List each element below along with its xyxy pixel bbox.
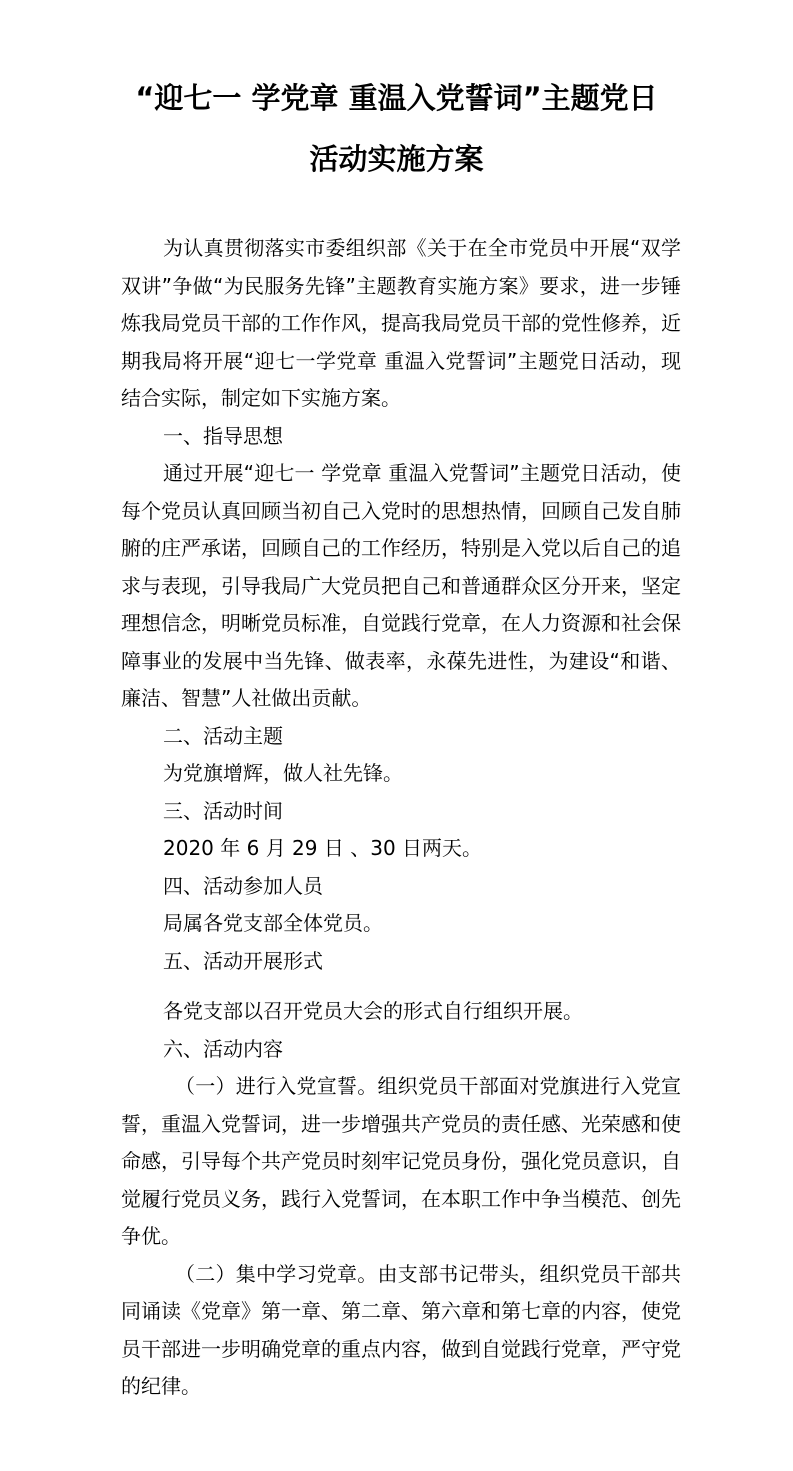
document-body bbox=[121, 230, 681, 1406]
section-content-guiding-thought: 通过开展“迎七一 学党章 重温入党誓词”主题党日活动，使每个党员认真回顾当初自己入党时的思想热情，回顾自己发自肺腑的庄严承诺，回顾自己的工作经历，特别是入党以后自己的追求与表现，引导我局广大党员把自己和普通群众区分开来，坚定理想信念，明晰党员标准，自觉践行党章，在人力资源和社会保障事业的发展中当先锋、做表率，永葆先进性，为建设“和谐、廉洁、智慧”人社做出贡献。 bbox=[121, 461, 681, 710]
section-content-participants: 局属各党支部全体党员。 bbox=[163, 911, 383, 935]
section-heading-time: 三、活动时间 bbox=[163, 798, 283, 823]
content-item-study: （二）集中学习党章。由支部书记带头，组织党员干部共同诵读《党章》第一章、第二章、第六章和第七章的内容，使党员干部进一步明确党章的重点内容，做到自觉践行党章，严守党的纪律。 bbox=[121, 1261, 681, 1398]
section-heading-guiding-thought: 一、指导思想 bbox=[163, 423, 283, 448]
section-heading-participants: 四、活动参加人员 bbox=[163, 873, 323, 898]
section-content-format: 各党支部以召开党员大会的形式自行组织开展。 bbox=[163, 999, 583, 1023]
document-title-line-2: 活动实施方案 bbox=[309, 142, 484, 176]
section-heading-format: 五、活动开展形式 bbox=[163, 948, 323, 973]
section-heading-content: 六、活动内容 bbox=[163, 1036, 283, 1061]
intro-paragraph: 为认真贯彻落实市委组织部《关于在全市党员中开展“双学双讲”争做“为民服务先锋”主题教育实施方案》要求，进一步锤炼我局党员干部的工作作风，提高我局党员干部的党性修养，近期我局将开展“迎七一学党章 重温入党誓词”主题党日活动，现结合实际，制定如下实施方案。 bbox=[121, 236, 681, 410]
section-heading-theme: 二、活动主题 bbox=[163, 723, 283, 748]
section-content-time: 2020 年 6 月 29 日 、30 日两天。 bbox=[163, 836, 483, 860]
section-content-theme: 为党旗增辉，做人社先锋。 bbox=[163, 761, 403, 785]
content-item-oath: （一）进行入党宣誓。组织党员干部面对党旗进行入党宣誓，重温入党誓词，进一步增强共产党员的责任感、光荣感和使命感，引导每个共产党员时刻牢记党员身份，强化党员意识，自觉履行党员义务，践行入党誓词，在本职工作中争当模范、创先争优。 bbox=[121, 1074, 681, 1248]
document-title-line-1: “迎七一 学党章 重温入党誓词”主题党日 bbox=[135, 81, 658, 115]
